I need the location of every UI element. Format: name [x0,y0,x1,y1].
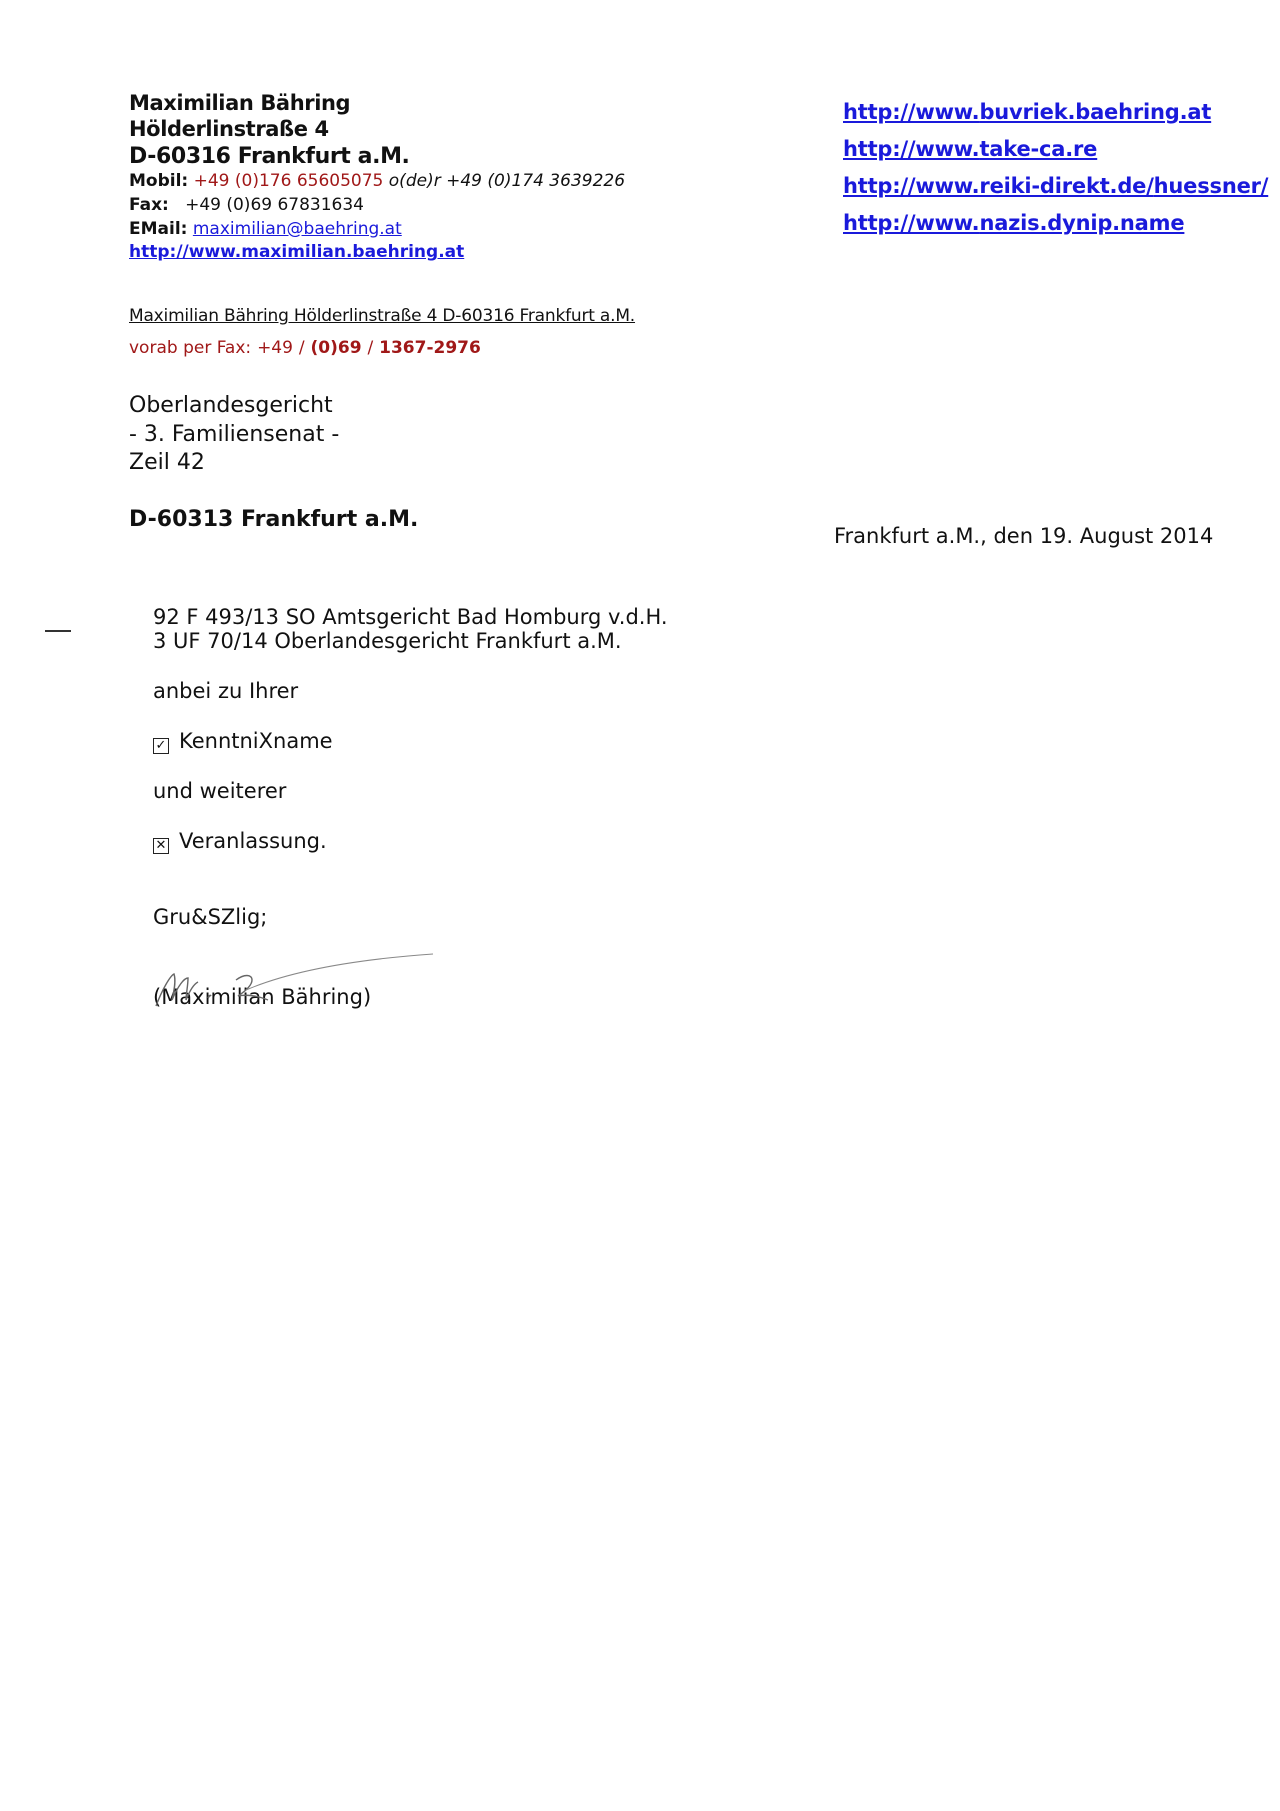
fax-label: Fax: [129,194,169,215]
reference-2: 3 UF 70/14 Oberlandesgericht Frankfurt a.M. [153,629,622,653]
link-buvriek[interactable]: http://www.buvriek.baehring.at [843,100,1212,124]
fax-notice-label: vorab per Fax: [129,338,252,358]
reference-1: 92 F 493/13 SO Amtsgericht Bad Homburg v.d.H. [153,605,668,629]
link-nazis[interactable]: http://www.nazis.dynip.name [843,211,1185,235]
crossed-checkbox-icon: ✕ [153,838,169,854]
fax-number: +49 (0)69 67831634 [185,194,365,215]
letter-date: Frankfurt a.M., den 19. August 2014 [834,524,1214,548]
link-take-care[interactable]: http://www.take-ca.re [843,137,1098,161]
sender-city: D-60316 Frankfurt a.M. [129,143,410,169]
recipient-line3: Zeil 42 [129,450,205,476]
sender-website [129,241,625,265]
fax-notice [129,338,481,358]
email-label: EMail: [129,218,188,239]
recipient-city: D-60313 Frankfurt a.M. [129,507,419,532]
signature-name: (Maximilian Bähring) [153,985,372,1009]
link-reiki[interactable]: http://www.reiki-direkt.de/huessner/ [843,174,1269,198]
fax-notice-a: +49 [257,338,293,358]
sender-fax [129,194,625,218]
mobile-number-2: +49 (0)174 3639226 [446,171,626,191]
recipient-line2: - 3. Familiensenat - [129,421,340,447]
sender-mobile [129,170,625,194]
und-line: und weiterer [153,779,287,803]
recipient-block [129,392,339,478]
checked-checkbox-icon: ✓ [153,738,169,754]
fax-notice-sep1: / [298,338,305,358]
fax-notice-sep2: / [367,338,374,358]
check-item-1-label: KenntniXname [179,729,333,753]
sender-name: Maximilian Bähring [129,91,351,115]
link-list [843,100,1268,248]
mobile-label: Mobil: [129,171,189,191]
check-item-2 [153,829,668,853]
anbei-line: anbei zu Ihrer [153,679,299,703]
fax-notice-c: 1367-2976 [379,338,481,358]
fax-notice-b: (0)69 [310,338,362,358]
letter-body [153,605,668,1009]
email-link[interactable]: maximilian@baehring.at [192,218,402,239]
check-item-2-label: Veranlassung. [179,829,327,853]
handwritten-signature [148,950,438,1020]
return-address: Maximilian Bähring Hölderlinstraße 4 D-60316 Frankfurt a.M. [129,306,636,326]
sender-block [129,90,625,265]
sender-email [129,218,625,242]
sender-street: Hölderlinstraße 4 [129,117,329,142]
closing: Gru&SZlig; [153,905,268,929]
mobile-or: o(de)r [388,171,441,191]
mobile-number-1: +49 (0)176 65605075 [193,171,384,191]
recipient-line1: Oberlandesgericht [129,393,333,418]
website-link[interactable]: http://www.maximilian.baehring.at [129,242,465,263]
check-item-1 [153,729,668,753]
fold-mark [45,630,71,632]
